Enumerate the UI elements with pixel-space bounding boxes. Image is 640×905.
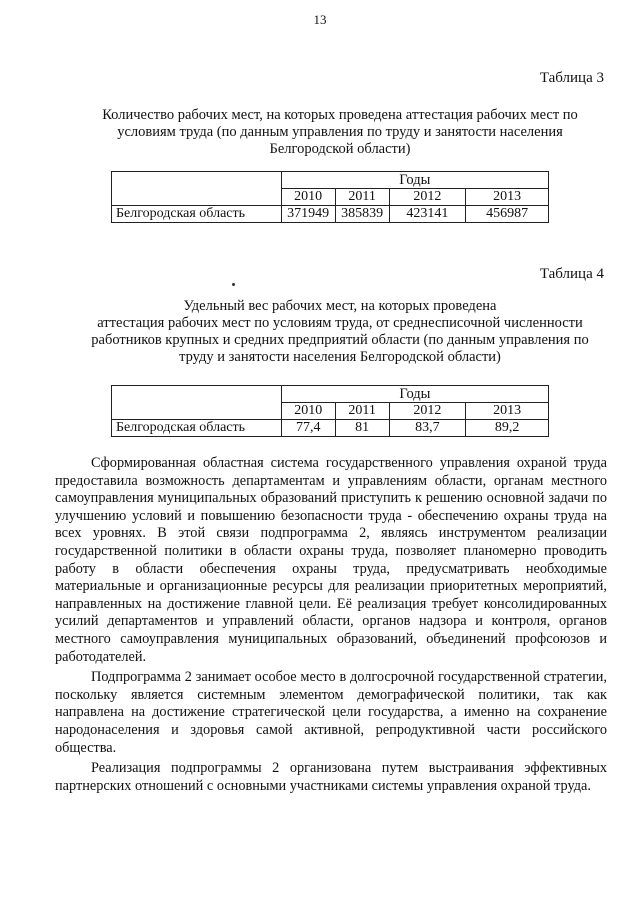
table4-value-cell: 81 — [335, 420, 389, 437]
table3-corner-cell — [112, 172, 282, 206]
table3-year-cell: 2011 — [335, 189, 389, 206]
table3-value-cell: 456987 — [466, 206, 549, 223]
page-number: 13 — [313, 12, 327, 27]
table3-caption-line: условиям труда (по данным управления по труду и занятости населения — [117, 124, 563, 140]
table4-year-cell: 2012 — [389, 403, 466, 420]
table3-value-cell: 423141 — [389, 206, 466, 223]
table4-corner-cell — [112, 386, 282, 420]
table4-value-cell: 83,7 — [389, 420, 466, 437]
table4-caption — [60, 298, 620, 366]
table4-caption-line: аттестация рабочих мест по условиям труда, от среднесписочной численности — [97, 315, 583, 331]
table4-data-row — [112, 420, 549, 437]
body-text — [55, 455, 607, 798]
table3-caption-line: Белгородской области) — [269, 141, 411, 157]
table4-caption-line: Удельный вес рабочих мест, на которых проведена — [183, 298, 497, 314]
stray-dot-mark — [232, 283, 235, 286]
table4-caption-line: труду и занятости населения Белгородской области) — [179, 349, 501, 365]
table4-year-cell: 2010 — [281, 403, 335, 420]
table3-caption-line: Количество рабочих мест, на которых проведена аттестация рабочих мест по — [102, 107, 578, 123]
table3-region-cell: Белгородская область — [112, 206, 282, 223]
table3-value-cell: 371949 — [281, 206, 335, 223]
table4 — [111, 385, 549, 437]
table4-years-header: Годы — [281, 386, 548, 403]
table3-header-row — [112, 172, 549, 189]
table4-caption-line: работников крупных и средних предприятий области (по данным управления по — [91, 332, 589, 348]
table3-label: Таблица 3 — [539, 70, 604, 86]
table3-value-cell: 385839 — [335, 206, 389, 223]
table3-caption — [60, 107, 620, 158]
table4-region-cell: Белгородская область — [112, 420, 282, 437]
table4-value-cell: 77,4 — [281, 420, 335, 437]
table3-years-header: Годы — [281, 172, 548, 189]
paragraph: Подпрограмма 2 занимает особое место в долгосрочной государственной стратегии, поскольку является системным элементом демографической политики, так как направлена на достижение стратегической цели государства, а именно на сохранение народонаселения и здоровья самой активной, репродуктивной части российского общества. — [55, 669, 607, 756]
table4-label: Таблица 4 — [539, 266, 604, 282]
table4-year-cell: 2013 — [466, 403, 549, 420]
table3-year-cell: 2013 — [466, 189, 549, 206]
table3 — [111, 171, 549, 223]
table4-header-row — [112, 386, 549, 403]
table4-year-cell: 2011 — [335, 403, 389, 420]
table4-value-cell: 89,2 — [466, 420, 549, 437]
table3-year-cell: 2010 — [281, 189, 335, 206]
table3-data-row — [112, 206, 549, 223]
paragraph: Реализация подпрограммы 2 организована путем выстраивания эффективных партнерских отношений с основными участниками системы управления охраной труда. — [55, 760, 607, 794]
table3-year-cell: 2012 — [389, 189, 466, 206]
paragraph: Сформированная областная система государственного управления охраной труда предоставила возможность департаментам и управлениям области, органам местного самоуправления муниципальных образований приступить к решению основной задачи по улучшению условий и повышению безопасности труда - обеспечению охраны труда на всех уровнях. В этой связи подпрограмма 2, являясь инструментом реализации государственной политики в области охраны труда, позволяет планомерно проводить работу в области обеспечения охраны труда, предусматривать необходимые материальные и организационные ресурсы для реализации приоритетных мероприятий, направленных на достижение главной цели. Её реализация требует консолидированных усилий департаментов и управлений области, органов надзора и контроля, органов местного самоуправления муниципальных образований, объединений профсоюзов и работодателей. — [55, 455, 607, 665]
